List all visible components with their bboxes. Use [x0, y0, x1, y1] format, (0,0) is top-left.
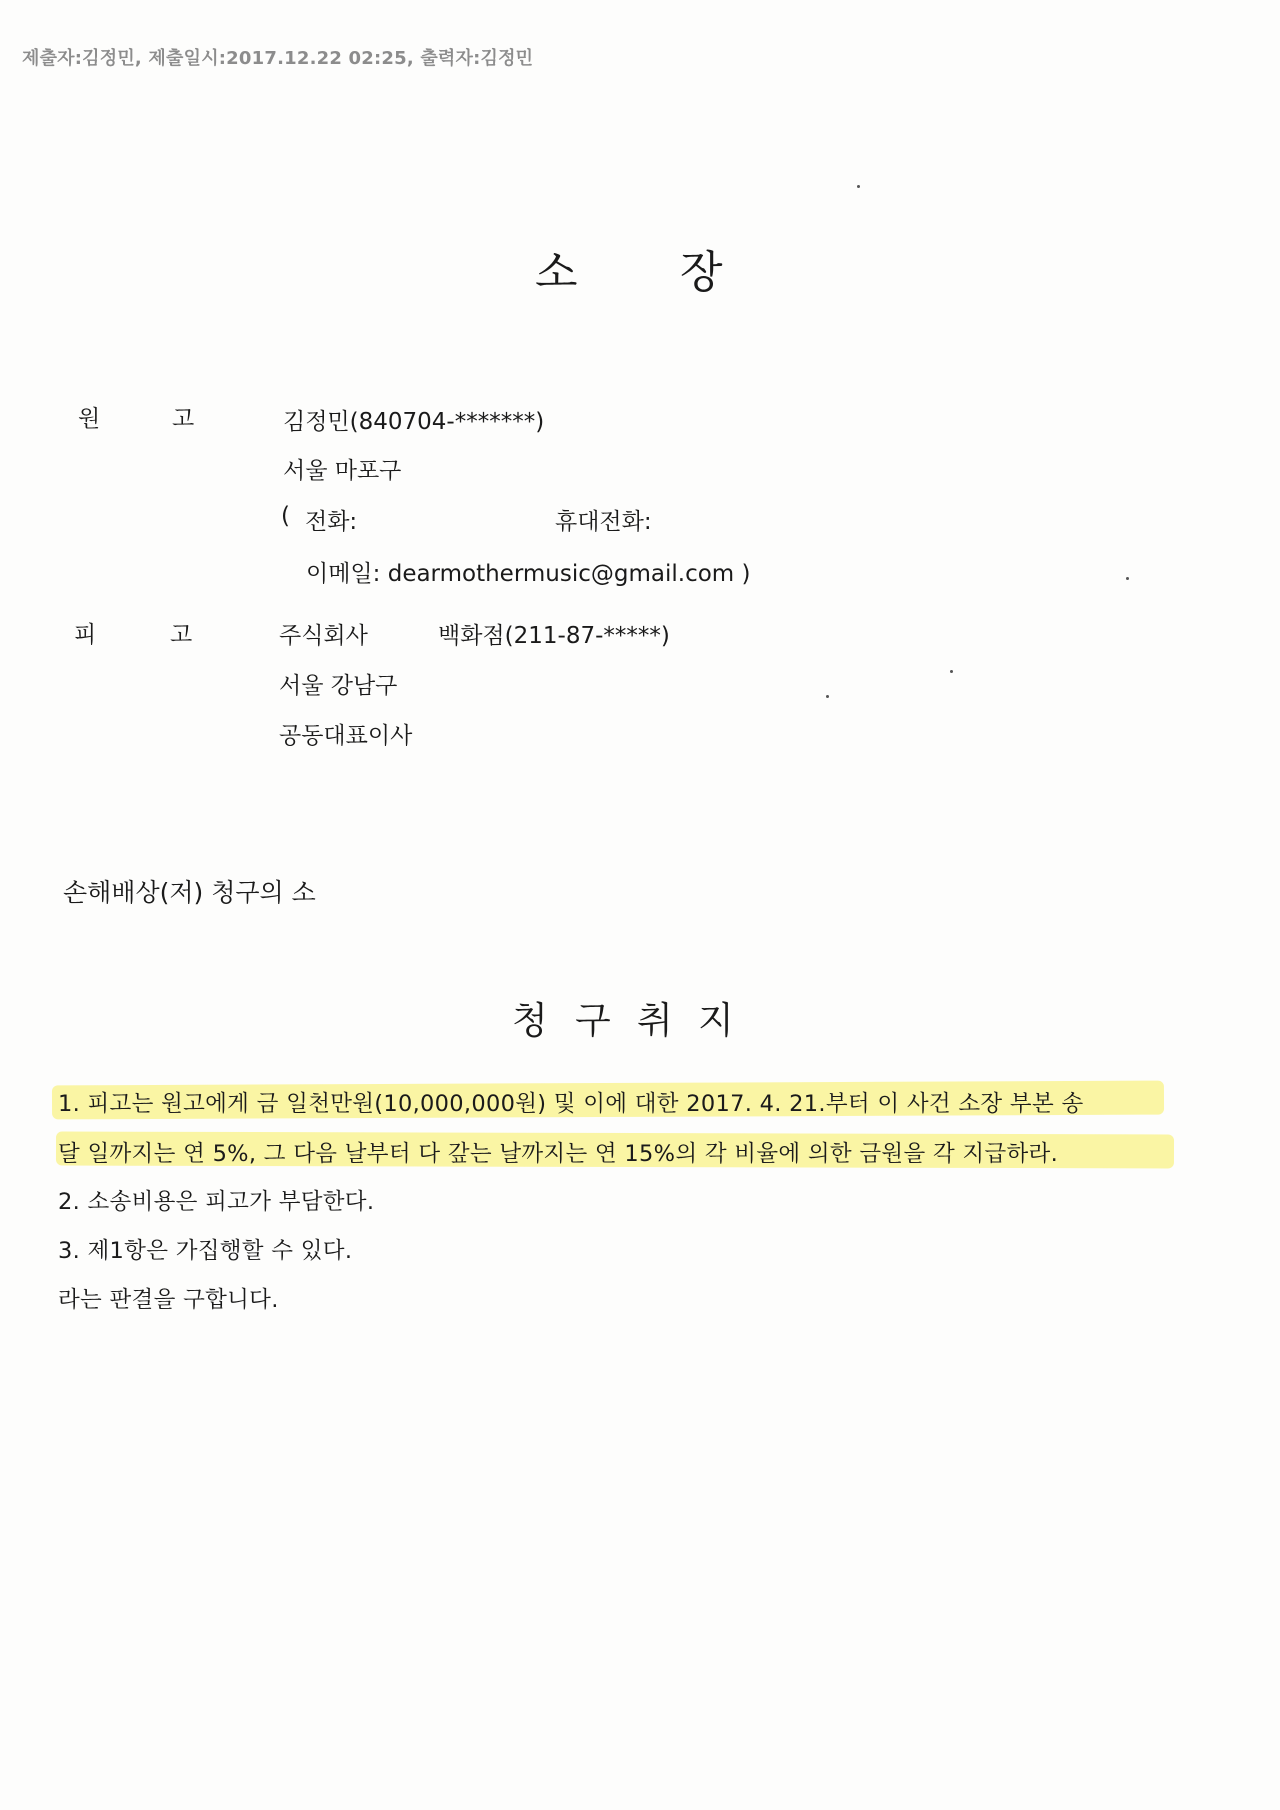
claim-item-3: 3. 제1항은 가집행할 수 있다.: [58, 1238, 353, 1264]
plaintiff-phone-label: 전화:: [305, 509, 358, 535]
scan-speck: [950, 670, 953, 673]
defendant-label-left: 피: [74, 622, 97, 648]
claim-item-1-line-2: 달 일까지는 연 5%, 그 다음 날부터 다 갚는 날까지는 연 15%의 각 비율에 의한 금원을 각 지급하라.: [58, 1141, 1059, 1167]
case-name: 손해배상(저) 청구의 소: [63, 878, 316, 907]
defendant-address: 서울 강남구: [279, 673, 398, 699]
plaintiff-mobile-label: 휴대전화:: [555, 509, 652, 535]
claim-item-1-line-1: 1. 피고는 원고에게 금 일천만원(10,000,000원) 및 이에 대한 2017. 4. 21.부터 이 사건 소장 부본 송: [58, 1091, 1084, 1117]
document-title-right: 장: [680, 247, 723, 298]
scan-speck: [1126, 577, 1129, 580]
plaintiff-address: 서울 마포구: [283, 458, 402, 484]
claim-item-2: 2. 소송비용은 피고가 부담한다.: [58, 1189, 375, 1215]
scan-speck: [857, 185, 860, 188]
claim-title-char-2: 구: [575, 999, 611, 1042]
defendant-company-name: 백화점(211-87-*****): [438, 623, 670, 649]
document-title-left: 소: [535, 247, 578, 298]
claim-title-char-3: 취: [637, 999, 673, 1042]
defendant-company-type: 주식회사: [279, 623, 368, 649]
plaintiff-phone-open: (: [281, 503, 290, 529]
plaintiff-email: 이메일: dearmothermusic@gmail.com ): [306, 561, 751, 587]
plaintiff-name: 김정민(840704-*******): [283, 409, 545, 435]
submission-stamp: 제출자:김정민, 제출일시:2017.12.22 02:25, 출력자:김정민: [22, 48, 534, 69]
claim-closing: 라는 판결을 구합니다.: [58, 1287, 279, 1313]
plaintiff-label-left: 원: [78, 406, 101, 432]
defendant-representative: 공동대표이사: [279, 723, 413, 749]
claim-title-char-4: 지: [698, 999, 734, 1042]
plaintiff-label-right: 고: [172, 406, 195, 432]
scan-speck: [826, 695, 829, 698]
defendant-label-right: 고: [170, 622, 193, 648]
claim-title-char-1: 청: [512, 999, 548, 1042]
